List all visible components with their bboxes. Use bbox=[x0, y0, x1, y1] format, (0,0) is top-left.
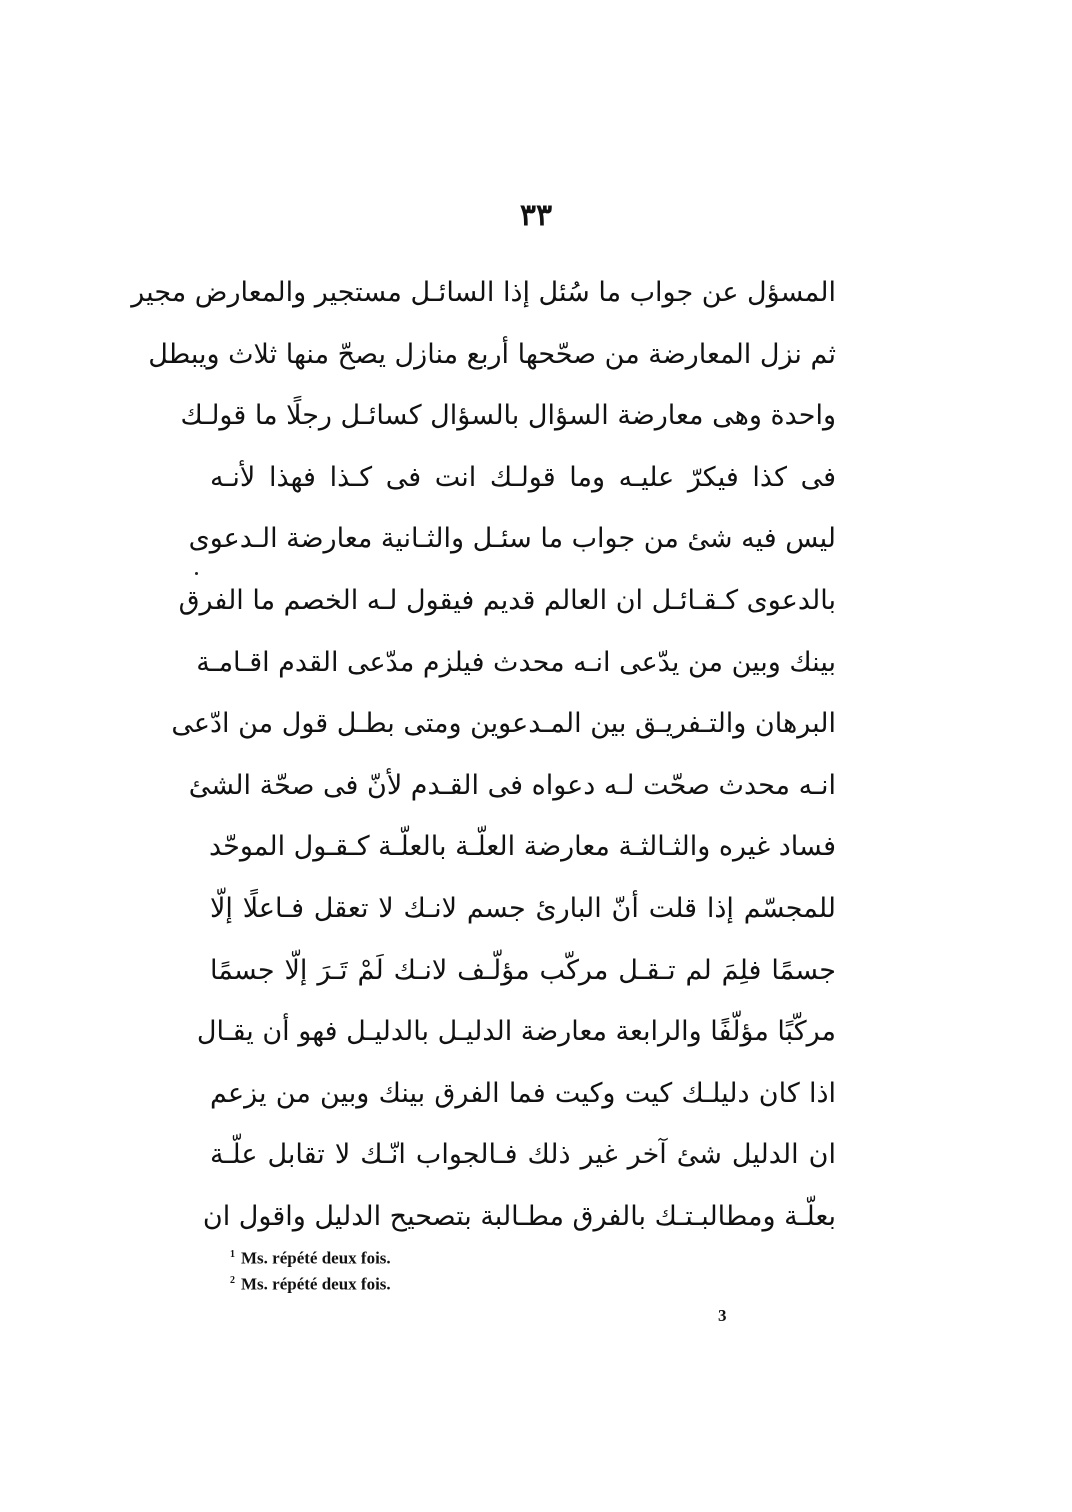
text-line: المسؤل عن جواب ما سُئل إذا السائـل مستجير والمعارض مجير bbox=[131, 277, 836, 308]
text-line: فساد غيره والثـالثـة معارضة العلّـة بالعلّـة كـقـول الموحّد bbox=[208, 831, 836, 863]
text-line: للمجسّم إذا قلت أنّ البارئ جسم لانـك لا تعقل فـاعلًا إلّا bbox=[210, 892, 836, 924]
text-line: اذا كان دليلـك كيت وكيت فما الفرق بينك وبين من يزعم bbox=[210, 1077, 836, 1109]
text-line: ان الدليل شئ آخر غير ذلك فـالجواب انّـك لا تقابل علّـة bbox=[210, 1139, 836, 1171]
page-number: ٣٣ bbox=[519, 198, 553, 233]
text-line: انـه محدث صحّت لـه دعواه فى القـدم لأنّ فى صحّة الشئ bbox=[188, 769, 836, 801]
footnote-text: Ms. répété deux fois. bbox=[241, 1248, 391, 1268]
signature-mark: 3 bbox=[718, 1306, 727, 1325]
text-line: مركّبًا مؤلّفًا والرابعة معارضة الدليـل بالدليـل فهو أن يقـال bbox=[196, 1016, 836, 1048]
text-line: جسمًا فلِمَ لم تـقـل مركّب مؤلّـف لانـك لَمْ تَـرَ إلّا جسمًا bbox=[210, 954, 836, 986]
text-line: بعلّـة ومطالبـتـك بالفرق مطـالبة بتصحيح الدليل واقول ان bbox=[202, 1200, 836, 1232]
ink-dot bbox=[195, 572, 198, 575]
text-line: ليس فيه شئ من جواب ما سئـل والثـانية معارضة الـدعوى bbox=[188, 523, 836, 555]
footnote-mark: 1 bbox=[230, 1249, 235, 1260]
text-line: بالدعوى كـقـائـل ان العالم قديم فيقول لـه الخصم ما الفرق bbox=[178, 584, 836, 616]
footnote bbox=[230, 1244, 730, 1270]
text-line: البرهان والتـفريـق بين المـدعوين ومتى بطـل قول من ادّعى bbox=[171, 708, 836, 740]
arabic-body-text bbox=[131, 262, 836, 1248]
text-line: بينك وبين من يدّعى انـه محدث فيلزم مدّعى القدم اقـامـة bbox=[196, 646, 836, 678]
text-line: فى كذا فيكرّ عليـه وما قولـك انت فى كـذا فهذا لأنـه bbox=[210, 461, 836, 493]
footnote bbox=[230, 1270, 730, 1296]
footnote-text: Ms. répété deux fois. bbox=[241, 1274, 391, 1294]
text-line: ثم نزل المعارضة من صحّحها أربع منازل يصحّ منها ثلاث ويبطل bbox=[148, 338, 836, 370]
footnote-mark: 2 bbox=[230, 1274, 235, 1286]
footnotes bbox=[230, 1244, 730, 1295]
text-line: واحدة وهى معارضة السؤال بالسؤال كسائـل رجلًا ما قولـك bbox=[180, 400, 836, 432]
